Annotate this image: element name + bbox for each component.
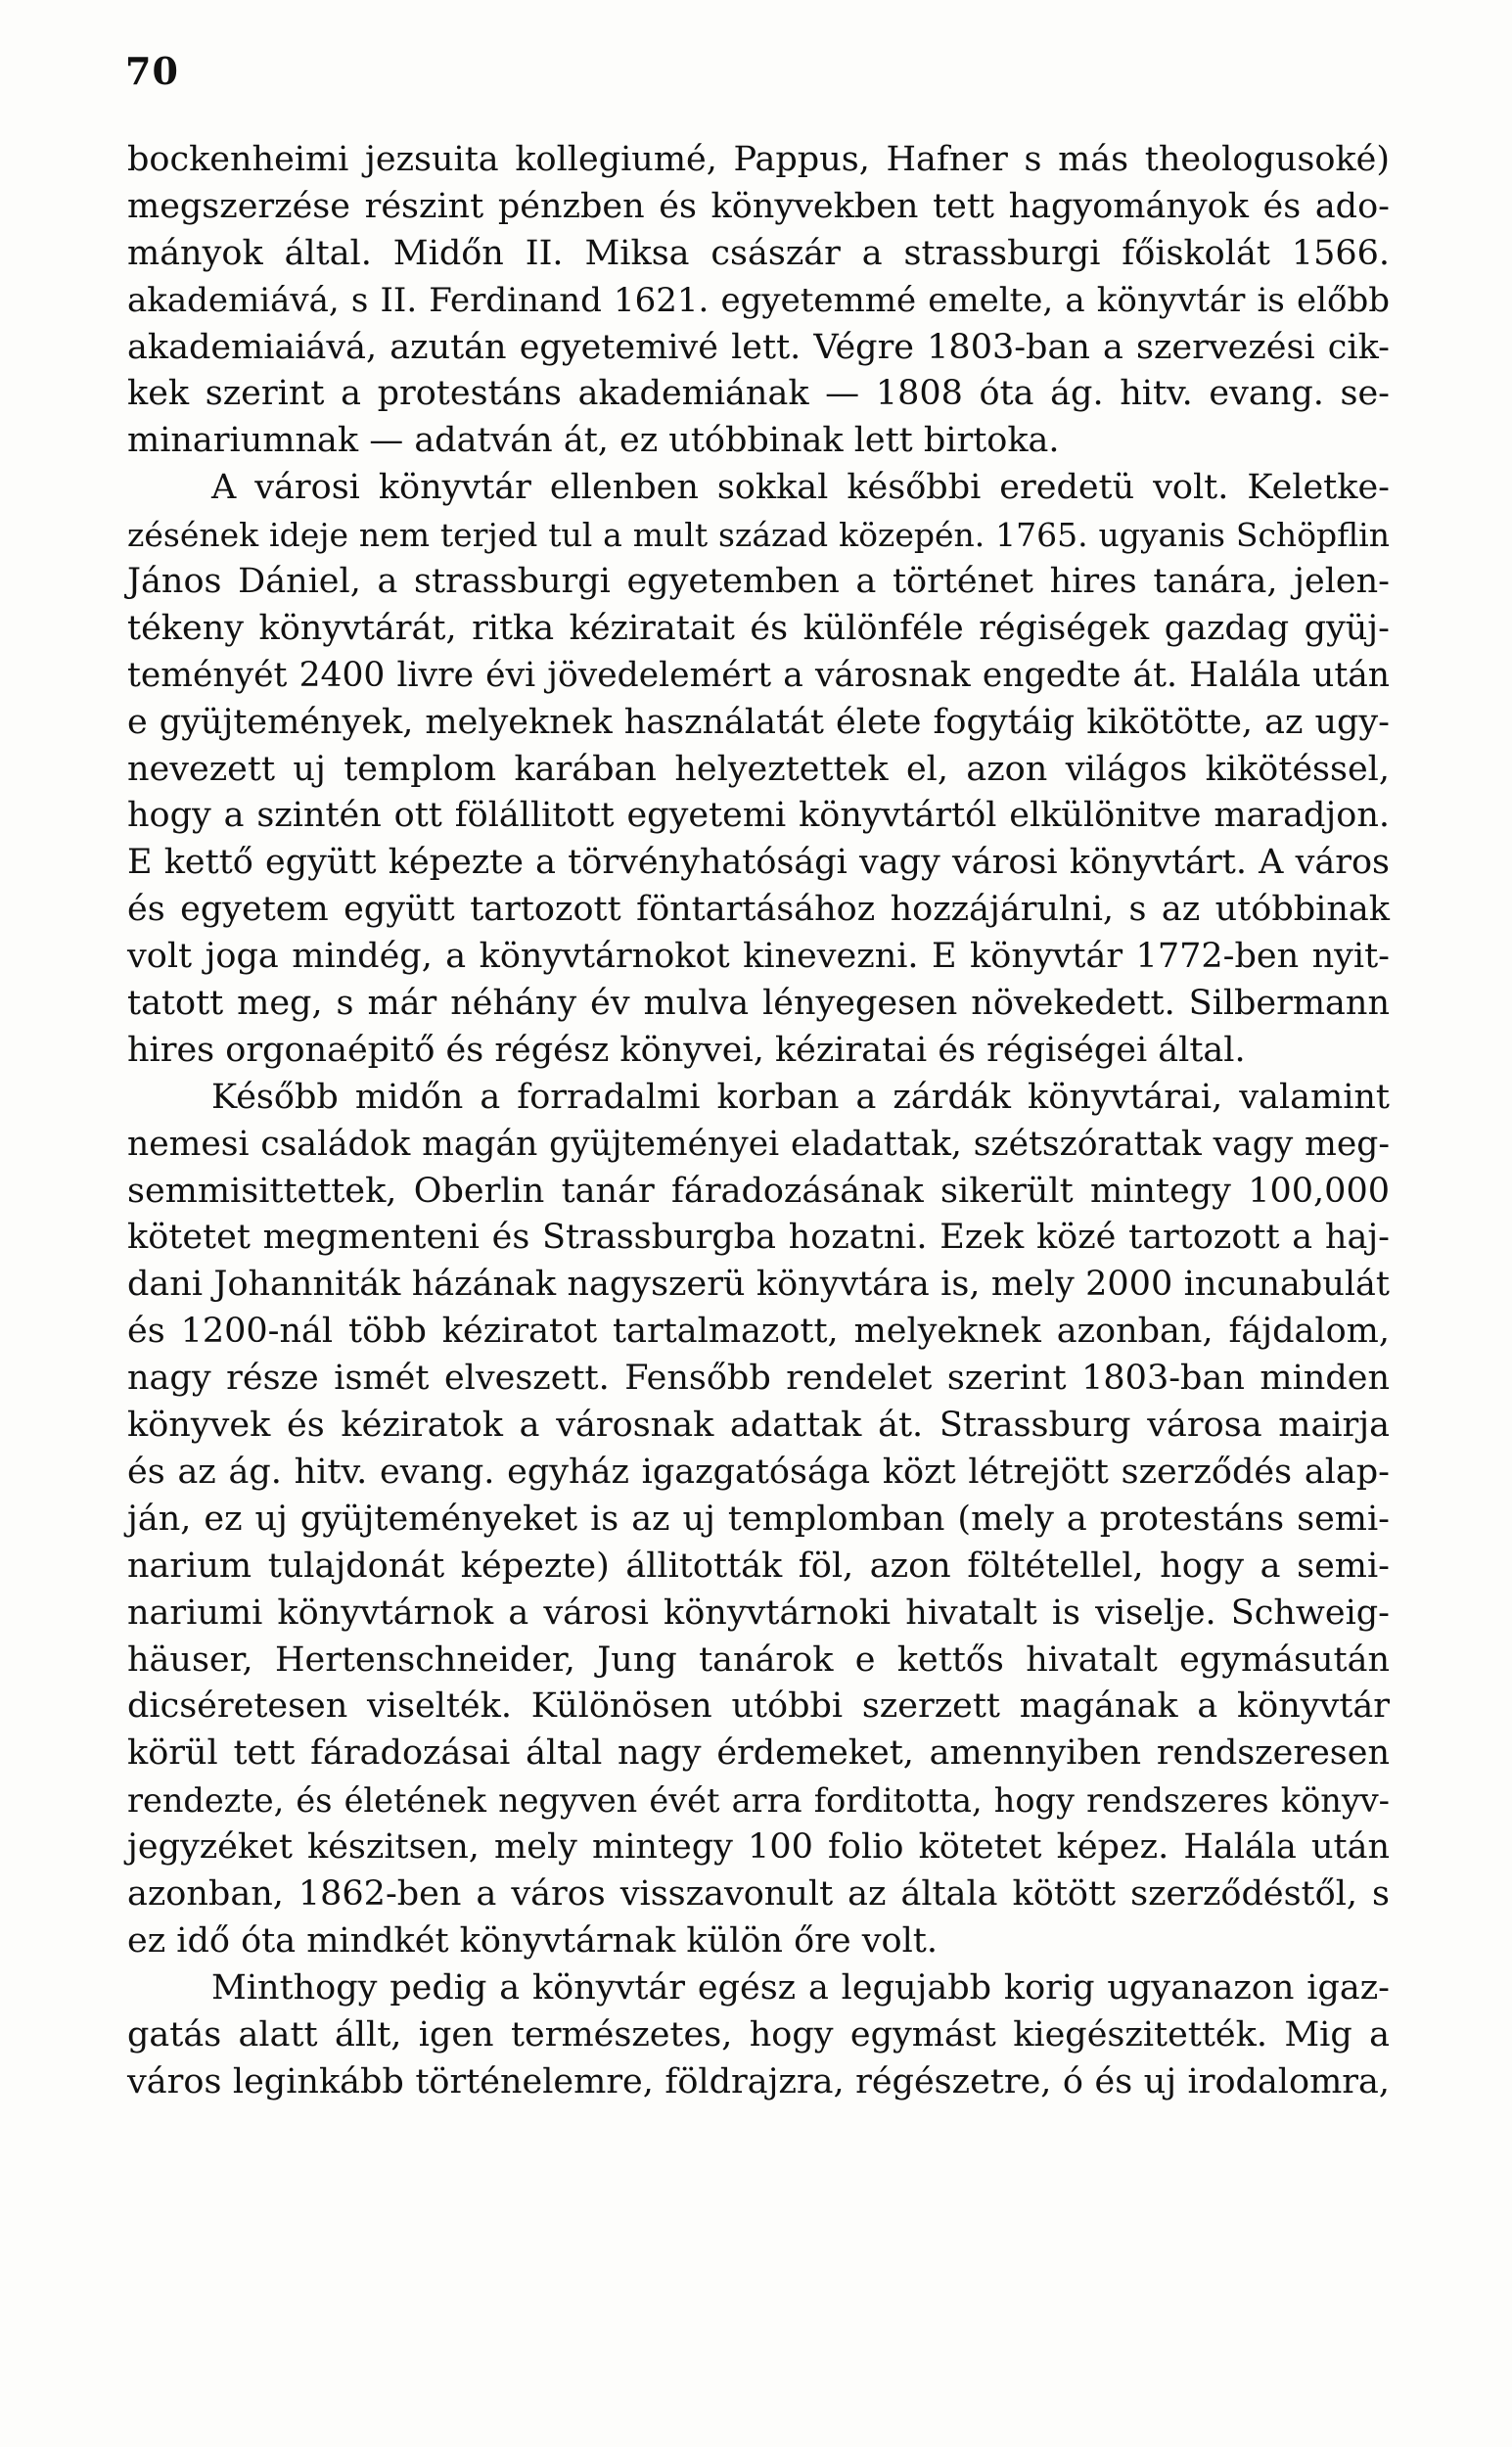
text-line: teményét 2400 livre évi jövedelemért a városnak engedte át. Halála után [127,655,1390,695]
text-line: akademiává, s II. Ferdinand 1621. egyetemmé emelte, a könyvtár is előbb [127,280,1390,320]
text-line: jegyzéket készitsen, mely mintegy 100 folio kötetet képez. Halála után [127,1827,1390,1868]
text-line: narium tulajdonát képezte) állitották föl, azon föltétellel, hogy a semi- [127,1546,1390,1586]
text-line: bockenheimi jezsuita kollegiumé, Pappus, Hafner s más theologusoké) [127,140,1390,179]
body-text [127,137,1390,2105]
text-line: dicséretesen viselték. Különösen utóbbi szerzett magának a könyvtár [127,1686,1390,1727]
text-line: zésének ideje nem terjed tul a mult század közepén. 1765. ugyanis Schöpflin [127,516,1390,555]
page-number: 70 [125,49,179,93]
text-line: nagy része ismét elveszett. Fensőbb rendelet szerint 1803-ban minden [127,1359,1390,1399]
text-line: kötetet megmenteni és Strassburgba hozatni. Ezek közé tartozott a haj- [127,1218,1390,1258]
text-line: tékeny könyvtárát, ritka kéziratait és különféle régiségek gazdag gyüj- [127,608,1390,648]
text-line: semmisittettek, Oberlin tanár fáradozásának sikerült mintegy 100,000 [127,1171,1390,1211]
text-line: ján, ez uj gyüjteményeket is az uj templomban (mely a protestáns semi- [127,1499,1390,1539]
text-line: rendezte, és életének negyven évét arra forditotta, hogy rendszeres könyv- [127,1781,1390,1821]
text-line: minariumnak — adatván át, ez utóbbinak lett birtoka. [127,421,1060,461]
text-line: és 1200-nál több kéziratot tartalmazott, melyeknek azonban, fájdalom, [127,1312,1390,1352]
text-line: E kettő együtt képezte a törvényhatósági vagy városi könyvtárt. A város [127,843,1390,883]
text-line: nariumi könyvtárnok a városi könyvtárnoki hivatalt is viselje. Schweig- [127,1593,1390,1633]
text-line: körül tett fáradozásai által nagy érdemeket, amennyiben rendszeresen [127,1733,1390,1774]
text-line: ez idő óta mindkét könyvtárnak külön őre volt. [127,1920,938,1961]
text-line: könyvek és kéziratok a városnak adattak át. Strassburg városa mairja [127,1406,1390,1446]
text-line: e gyüjtemények, melyeknek használatát élete fogytáig kikötötte, az ugy- [127,702,1390,742]
text-line: János Dániel, a strassburgi egyetemben a történet hires tanára, jelen- [127,562,1390,602]
text-line: volt joga mindég, a könyvtárnokot kinevezni. E könyvtár 1772-ben nyit- [127,937,1390,977]
text-line: häuser, Hertenschneider, Jung tanárok e kettős hivatalt egymásután [127,1639,1390,1680]
text-line: hires orgonaépitő és régész könyvei, kéziratai és régiségei által. [127,1030,1246,1070]
text-line: tatott meg, s már néhány év mulva lényegesen növekedett. Silbermann [127,984,1390,1024]
text-line: mányok által. Midőn II. Miksa császár a strassburgi főiskolát 1566. [127,233,1390,273]
text-line: megszerzése részint pénzben és könyvekben tett hagyományok és ado- [127,186,1390,226]
text-line: és az ág. hitv. evang. egyház igazgatósága közt létrejött szerződés alap- [127,1452,1390,1492]
text-line: hogy a szintén ott fölállitott egyetemi könyvtártól elkülönitve maradjon. [127,796,1390,836]
text-line: gatás alatt állt, igen természetes, hogy egymást kiegészitették. Mig a [127,2014,1390,2055]
text-line: város leginkább történelemre, földrajzra, régészetre, ó és uj irodalomra, [127,2061,1390,2101]
text-line: kek szerint a protestáns akademiának — 1808 óta ág. hitv. evang. se- [127,374,1390,414]
text-line: akademiaiává, azután egyetemivé lett. Végre 1803-ban a szervezési cik- [127,327,1390,367]
text-line: azonban, 1862-ben a város visszavonult az általa kötött szerződéstől, s [127,1873,1390,1914]
text-line: A városi könyvtár ellenben sokkal későbbi eredetü volt. Keletke- [211,468,1390,508]
text-line: és egyetem együtt tartozott föntartásához hozzájárulni, s az utóbbinak [127,890,1390,930]
text-line: Minthogy pedig a könyvtár egész a legujabb korig ugyanazon igaz- [211,1967,1390,2008]
text-line: nevezett uj templom karában helyeztettek el, azon világos kikötéssel, [127,749,1390,789]
text-line: nemesi családok magán gyüjteményei eladattak, szétszórattak vagy meg- [127,1124,1390,1164]
text-line: Később midőn a forradalmi korban a zárdák könyvtárai, valamint [211,1077,1390,1117]
text-line: dani Johanniták házának nagyszerü könyvtára is, mely 2000 incunabulát [127,1265,1390,1305]
